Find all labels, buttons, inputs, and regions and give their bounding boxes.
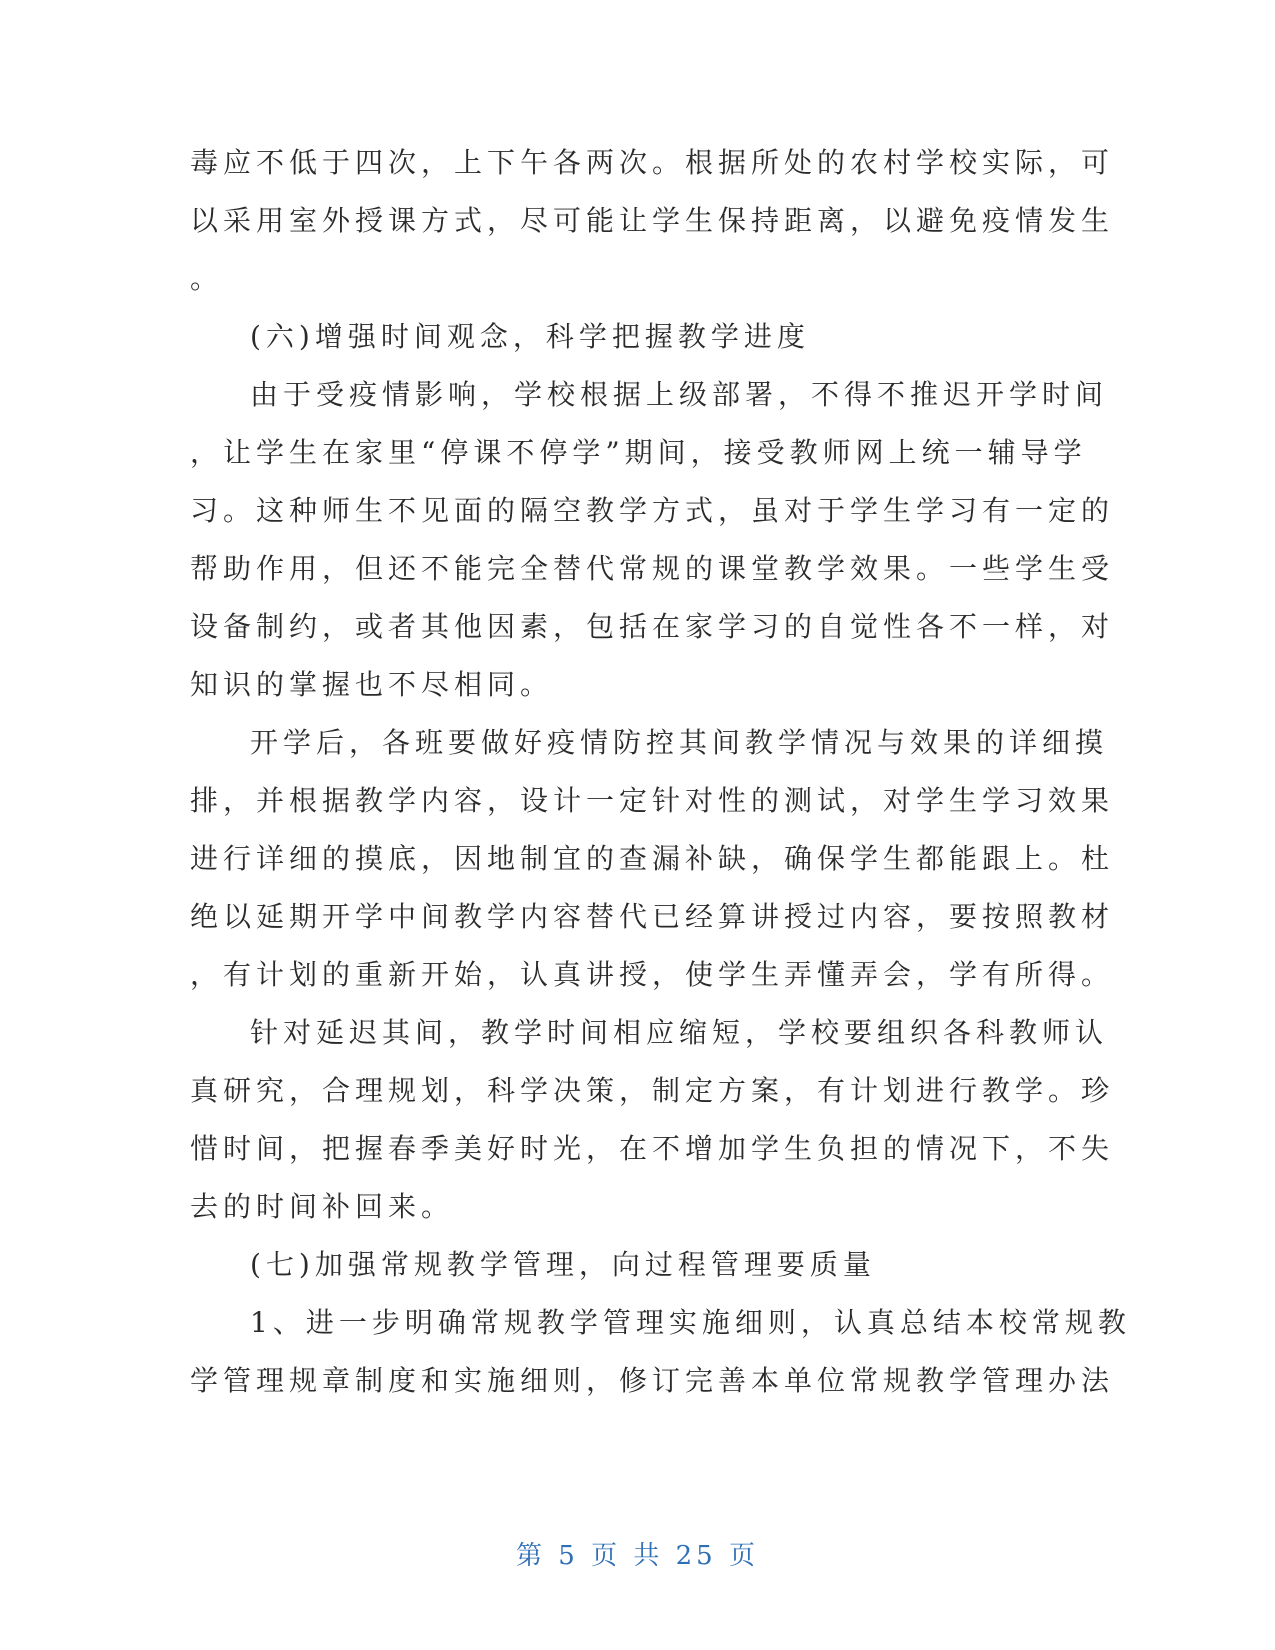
text-line: 知识的掌握也不尽相同。 [190,668,554,701]
footer-page-number: 5 [558,1541,579,1571]
text-line: 设备制约，或者其他因素，包括在家学习的自觉性各不一样，对 [190,610,1115,643]
footer-suffix: 页 [728,1541,759,1571]
text-line: 以采用室外授课方式，尽可能让学生保持距离，以避免疫情发生 [190,204,1115,237]
text-line: 1、进一步明确常规教学管理实施细则，认真总结本校常规教 [250,1306,1131,1339]
text-line: 毒应不低于四次，上下午各两次。根据所处的农村学校实际，可 [190,146,1115,179]
text-line: 学管理规章制度和实施细则，修订完善本单位常规教学管理办法 [190,1364,1115,1397]
text-line: 由于受疫情影响，学校根据上级部署，不得不推迟开学时间 [250,378,1109,411]
text-line: 排，并根据教学内容，设计一定针对性的测试，对学生学习效果 [190,784,1115,817]
text-line: 进行详细的摸底，因地制宜的查漏补缺，确保学生都能跟上。杜 [190,842,1115,875]
section-heading: (六)增强时间观念，科学把握教学进度 [250,320,810,353]
section-heading: (七)加强常规教学管理，向过程管理要质量 [250,1248,876,1281]
text-line: 去的时间补回来。 [190,1190,455,1223]
text-line: 开学后，各班要做好疫情防控其间教学情况与效果的详细摸 [250,726,1109,759]
text-line: ，让学生在家里“停课不停学”期间，接受教师网上统一辅导学 [190,436,1087,469]
text-line: 惜时间，把握春季美好时光，在不增加学生负担的情况下，不失 [190,1132,1115,1165]
text-line: 帮助作用，但还不能完全替代常规的课堂教学效果。一些学生受 [190,552,1115,585]
text-line: 习。这种师生不见面的隔空教学方式，虽对于学生学习有一定的 [190,494,1115,527]
footer-prefix: 第 [516,1541,547,1571]
text-line: 针对延迟其间，教学时间相应缩短，学校要组织各科教师认 [250,1016,1109,1049]
text-line: 真研究，合理规划，科学决策，制定方案，有计划进行教学。珍 [190,1074,1115,1107]
text-line: ，有计划的重新开始，认真讲授，使学生弄懂弄会，学有所得。 [190,958,1115,991]
text-line: 。 [190,262,224,295]
text-line: 绝以延期开学中间教学内容替代已经算讲授过内容，要按照教材 [190,900,1115,933]
footer-middle: 页 共 [591,1541,664,1571]
footer-total-pages: 25 [675,1541,717,1571]
page-footer [0,1538,1275,1574]
